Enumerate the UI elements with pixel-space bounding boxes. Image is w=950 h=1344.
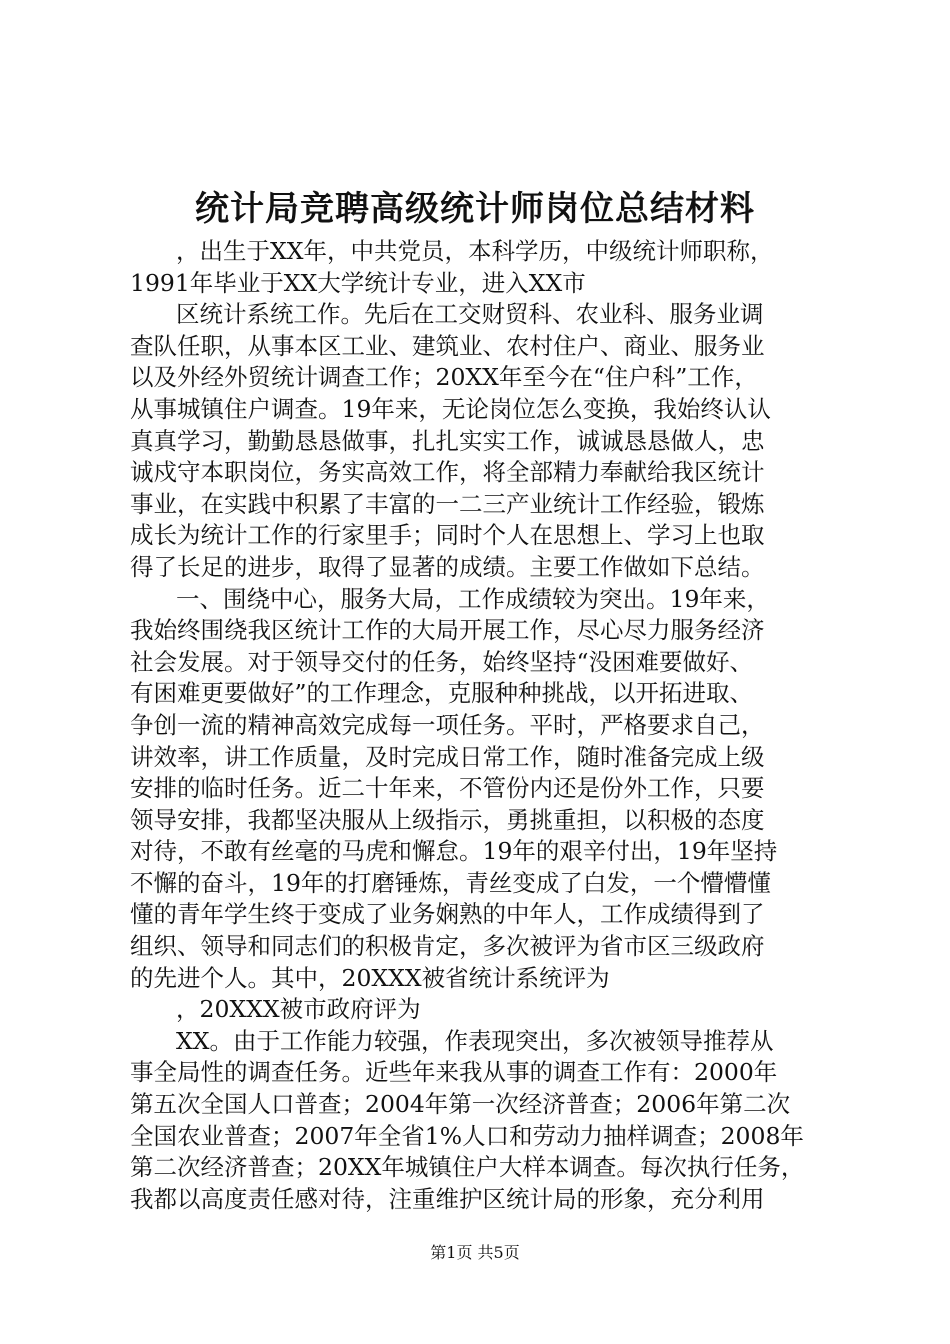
body-line: 1991年毕业于XX大学统计专业，进入XX市 [130, 268, 586, 297]
body-line: 讲效率，讲工作质量，及时完成日常工作，随时准备完成上级 [130, 742, 765, 771]
body-line: 争创一流的精神高效完成每一项任务。平时，严格要求自己， [130, 710, 765, 739]
body-line: 我始终围绕我区统计工作的大局开展工作，尽心尽力服务经济 [130, 616, 765, 645]
body-line: ，20XXX被市政府评为 [176, 995, 421, 1024]
body-line: 查队任职，从事本区工业、建筑业、农村住户、商业、服务业 [130, 331, 765, 360]
body-line: 全国农业普查；2007年全省1%人口和劳动力抽样调查；2008年 [130, 1121, 804, 1150]
body-line: 有困难更要做好”的工作理念，克服种种挑战，以开拓进取、 [130, 679, 754, 708]
body-line: 不懈的奋斗，19年的打磨锤炼，青丝变成了白发，一个懵懵懂 [130, 868, 771, 897]
body-line: ，出生于XX年，中共党员，本科学历，中级统计师职称， [176, 237, 774, 265]
body-line: 我都以高度责任感对待，注重维护区统计局的形象，充分利用 [130, 1184, 765, 1213]
body-line: 以及外经外贸统计调查工作；20XX年至今在“住户科”工作， [130, 363, 758, 392]
body-line: 懂的青年学生终于变成了业务娴熟的中年人，工作成绩得到了 [130, 900, 765, 929]
body-line: XX。由于工作能力较强，作表现突出，多次被领导推荐从 [176, 1026, 774, 1055]
document-title: 统计局竞聘高级统计师岗位总结材料 [195, 189, 755, 229]
body-line: 事业，在实践中积累了丰富的一二三产业统计工作经验，锻炼 [130, 489, 765, 518]
body-line: 真真学习，勤勤恳恳做事，扎扎实实工作，诚诚恳恳做人，忠 [130, 426, 765, 455]
body-line: 第二次经济普查；20XX年城镇住户大样本调查。每次执行任务， [130, 1153, 805, 1182]
body-line: 区统计系统工作。先后在工交财贸科、农业科、服务业调 [176, 300, 764, 329]
document-body [130, 236, 840, 1215]
body-line: 组织、领导和同志们的积极肯定，多次被评为省市区三级政府 [130, 932, 765, 961]
body-line: 事全局性的调查任务。近些年来我从事的调查工作有：2000年 [130, 1058, 778, 1087]
body-line: 领导安排，我都坚决服从上级指示，勇挑重担，以积极的态度 [130, 805, 765, 834]
body-line: 得了长足的进步，取得了显著的成绩。主要工作做如下总结。 [130, 552, 765, 581]
body-line: 一、围绕中心，服务大局，工作成绩较为突出。19年来， [176, 584, 770, 613]
body-line: 成长为统计工作的行家里手；同时个人在思想上、学习上也取 [130, 521, 765, 550]
body-line: 第五次全国人口普查；2004年第一次经济普查；2006年第二次 [130, 1090, 791, 1119]
page-footer: 第1页 共5页 [430, 1243, 520, 1262]
body-line: 从事城镇住户调查。19年来，无论岗位怎么变换，我始终认认 [130, 394, 771, 423]
body-line: 的先进个人。其中，20XXX被省统计系统评为 [130, 963, 610, 992]
body-line: 安排的临时任务。近二十年来，不管份内还是份外工作，只要 [130, 774, 765, 803]
body-line: 社会发展。对于领导交付的任务，始终坚持“没困难要做好、 [130, 647, 754, 676]
body-line: 诚戍守本职岗位，务实高效工作，将全部精力奉献给我区统计 [130, 458, 765, 487]
body-line: 对待，不敢有丝毫的马虎和懈怠。19年的艰辛付出，19年坚持 [130, 837, 778, 866]
